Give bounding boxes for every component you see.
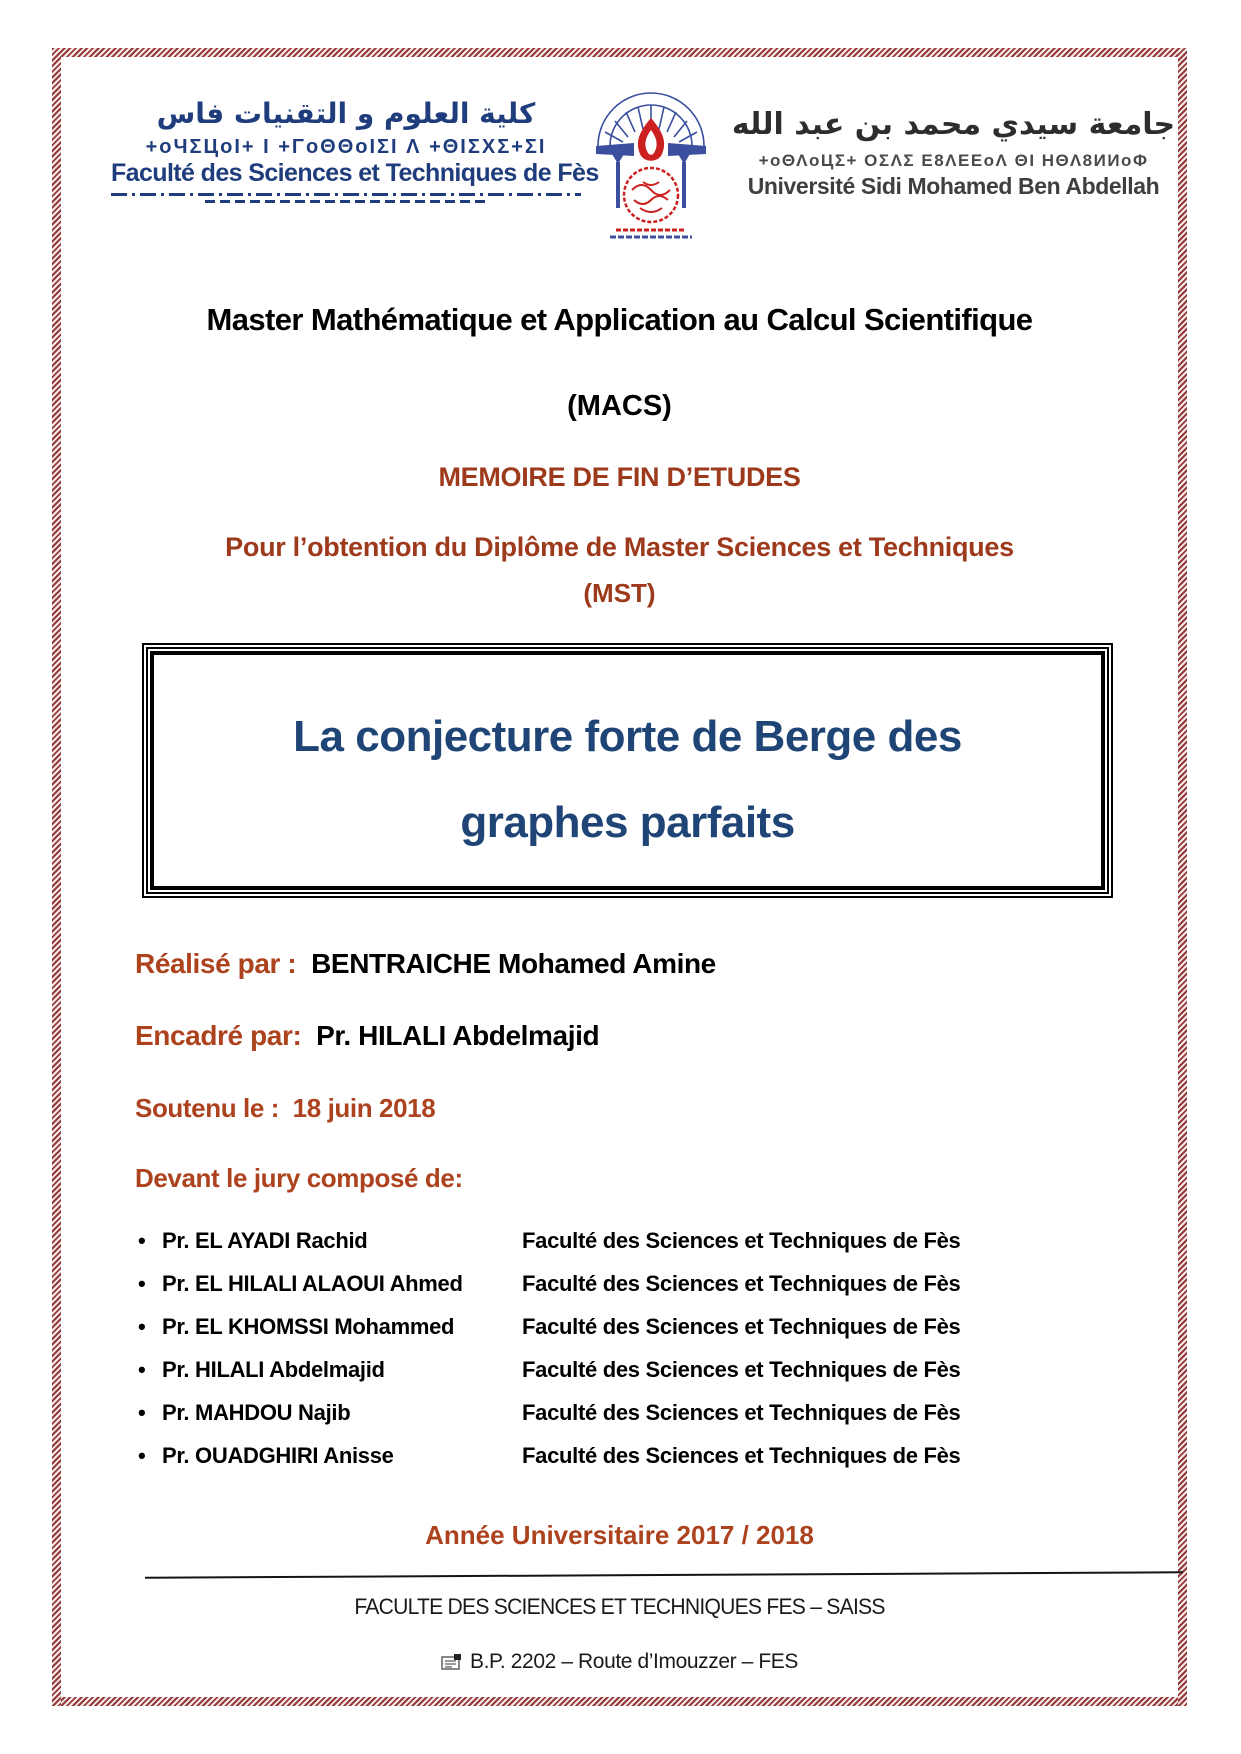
- thesis-title-box-inner-border: [150, 651, 1105, 890]
- jury-member-affiliation: Faculté des Sciences et Techniques de Fès: [522, 1271, 961, 1296]
- faculty-name-french: Faculté des Sciences et Techniques de Fès: [111, 159, 599, 187]
- jury-member-name: Pr. EL HILALI ALAOUI Ahmed: [162, 1271, 463, 1296]
- program-abbr: (MACS): [567, 390, 672, 422]
- jury-member-affiliation: Faculté des Sciences et Techniques de Fès: [522, 1443, 961, 1468]
- jury-row: [138, 1314, 1131, 1357]
- bullet-icon: •: [138, 1271, 146, 1296]
- mail-icon: [441, 1652, 462, 1676]
- supervisor-label: Encadré par:: [135, 1020, 302, 1051]
- jury-row: [138, 1271, 1131, 1314]
- supervisor-name: Pr. HILALI Abdelmajid: [316, 1020, 600, 1051]
- jury-member-name: Pr. OUADGHIRI Anisse: [162, 1443, 394, 1468]
- faculty-logo-block: [111, 94, 599, 203]
- bullet-icon: •: [138, 1228, 146, 1253]
- bullet-icon: •: [138, 1357, 146, 1382]
- defense-date-value: 18 juin 2018: [292, 1093, 436, 1123]
- defense-date-line: [135, 1093, 435, 1124]
- thesis-title-box: [142, 643, 1113, 898]
- page-border-right: [1178, 48, 1187, 1706]
- faculty-name-arabic: كلية العلوم و التقنيات فاس: [156, 97, 536, 130]
- academic-year: Année Universitaire 2017 / 2018: [425, 1520, 814, 1550]
- author-line: [135, 948, 716, 980]
- purpose-heading: Pour l’obtention du Diplôme de Master Sciences et Techniques: [225, 532, 1014, 562]
- thesis-title-box-mid-border: [146, 647, 1109, 894]
- jury-row: [138, 1228, 1131, 1271]
- author-label: Réalisé par :: [135, 948, 297, 979]
- jury-list: [138, 1228, 1131, 1486]
- jury-member-name: Pr. MAHDOU Najib: [162, 1400, 351, 1425]
- jury-heading: Devant le jury composé de:: [135, 1163, 463, 1193]
- header: [61, 88, 1178, 253]
- jury-member-affiliation: Faculté des Sciences et Techniques de Fès: [522, 1400, 961, 1425]
- footer-faculty-name: FACULTE DES SCIENCES ET TECHNIQUES FES – SAISS: [354, 1594, 885, 1619]
- author-name: BENTRAICHE Mohamed Amine: [311, 948, 716, 979]
- page-border-bottom: [52, 1697, 1187, 1706]
- bullet-icon: •: [138, 1443, 146, 1468]
- faculty-underline: [111, 193, 581, 196]
- jury-row: [138, 1443, 1131, 1486]
- university-name-french: Université Sidi Mohamed Ben Abdellah: [747, 173, 1160, 199]
- jury-member-affiliation: Faculté des Sciences et Techniques de Fès: [522, 1314, 961, 1339]
- bullet-icon: •: [138, 1314, 146, 1339]
- defense-date-label: Soutenu le :: [135, 1093, 279, 1123]
- footer-address-line: [61, 1650, 1178, 1676]
- university-emblem-icon: [588, 80, 714, 248]
- university-logo: [588, 80, 714, 248]
- jury-row: [138, 1400, 1131, 1443]
- university-name-block: [726, 104, 1181, 200]
- jury-member-name: Pr. HILALI Abdelmajid: [162, 1357, 385, 1382]
- jury-member-name: Pr. EL AYADI Rachid: [162, 1228, 368, 1253]
- jury-member-affiliation: Faculté des Sciences et Techniques de Fès: [522, 1228, 961, 1253]
- purpose-abbr: (MST): [583, 578, 656, 608]
- faculty-underline-short: [205, 200, 487, 203]
- program-title: Master Mathématique et Application au Calcul Scientifique: [206, 302, 1033, 337]
- footer-divider: [145, 1571, 1183, 1578]
- footer-address-text: B.P. 2202 – Route d’Imouzzer – FES: [469, 1650, 799, 1673]
- bullet-icon: •: [138, 1400, 146, 1425]
- thesis-title-line2: graphes parfaits: [460, 797, 795, 847]
- jury-row: [138, 1357, 1131, 1400]
- university-name-tifinagh: +oΘΛoЦΣ+ OΣΛΣ Ε8ΛΕΕoΛ ΘI ΗΘΛ8ИИoΦ: [758, 151, 1149, 170]
- university-name-arabic: جامعة سيدي محمد بن عبد الله: [731, 107, 1176, 142]
- faculty-name-tifinagh: +oЧΣЦoI+ I +ΓoΘΘoIΣI Λ +ΘIΣΧΣ+ΣI: [145, 136, 547, 158]
- thesis-title-line1: La conjecture forte de Berge des: [293, 711, 962, 761]
- jury-member-name: Pr. EL KHOMSSI Mohammed: [162, 1314, 455, 1339]
- jury-member-affiliation: Faculté des Sciences et Techniques de Fès: [522, 1357, 961, 1382]
- supervisor-line: [135, 1020, 599, 1052]
- page-border-left: [52, 48, 61, 1706]
- page-border-top: [52, 48, 1187, 57]
- memoire-heading: MEMOIRE DE FIN D’ETUDES: [438, 462, 801, 492]
